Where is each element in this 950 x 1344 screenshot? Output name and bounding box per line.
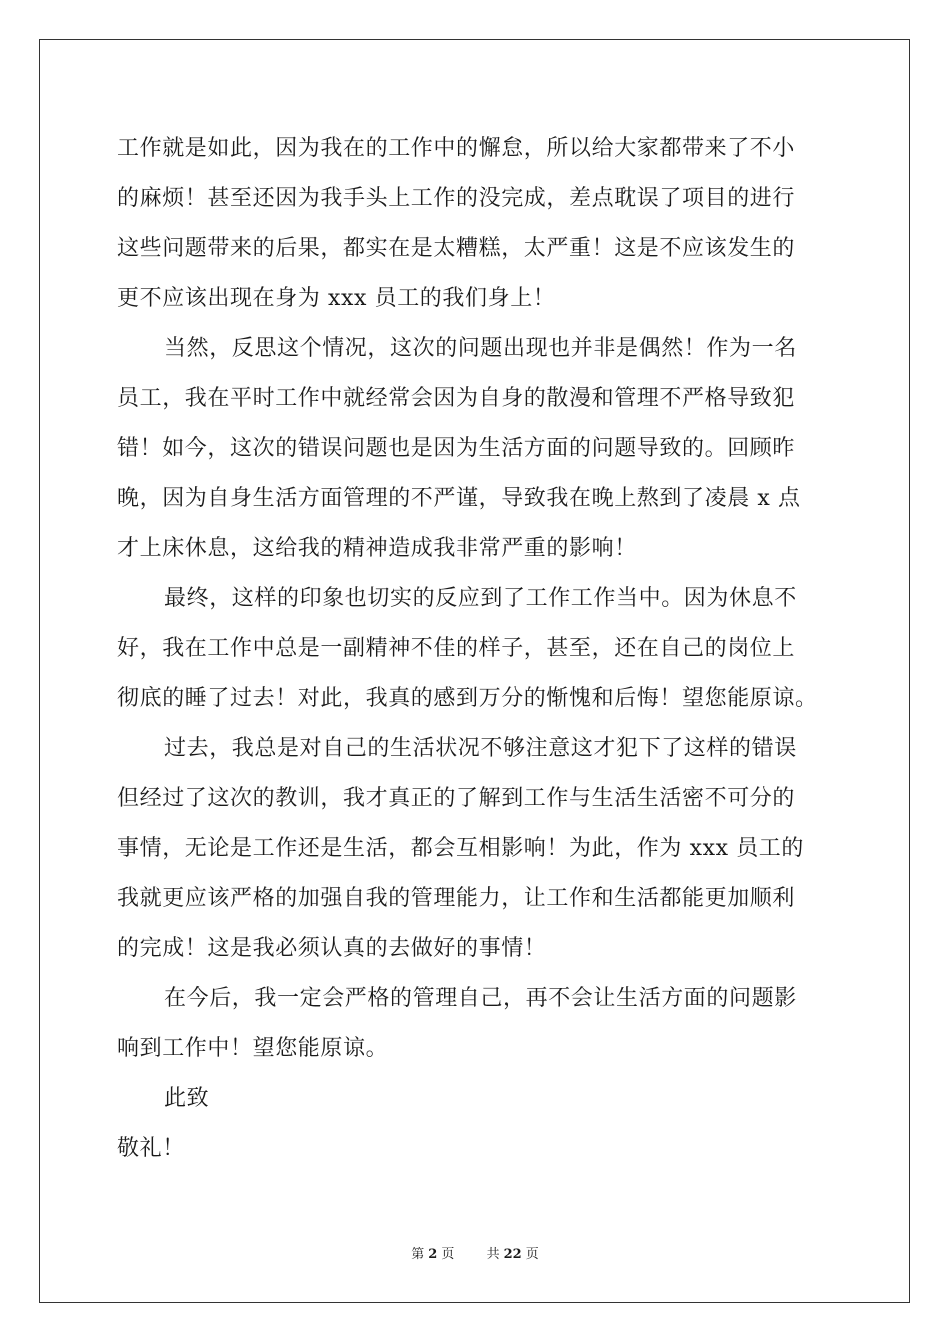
text-line: 当然，反思这个情况，这次的问题出现也并非是偶然！作为一名	[164, 336, 797, 361]
text-line: 但经过了这次的教训，我才真正的了解到工作与生活生活密不可分的	[117, 786, 796, 811]
text-line: 的完成！这是我必须认真的去做好的事情！	[117, 936, 547, 961]
text-line: 好，我在工作中总是一副精神不佳的样子，甚至，还在自己的岗位上	[117, 636, 796, 661]
text-line: 在今后，我一定会严格的管理自己，再不会让生活方面的问题影	[164, 986, 797, 1011]
text-line: 过去，我总是对自己的生活状况不够注意这才犯下了这样的错误	[164, 736, 797, 761]
text-line: 的麻烦！甚至还因为我手头上工作的没完成，差点耽误了项目的进行	[117, 186, 796, 211]
text-line: 响到工作中！望您能原谅。	[117, 1036, 389, 1061]
text-line: 错！如今，这次的错误问题也是因为生活方面的问题导致的。回顾昨	[117, 436, 796, 461]
text-line: 这些问题带来的后果，都实在是太糟糕，太严重！这是不应该发生的	[117, 236, 796, 261]
text-line: 更不应该出现在身为 xxx 员工的我们身上！	[117, 286, 556, 311]
page-footer	[0, 1247, 950, 1263]
total-pages-indicator: 共 22 页	[486, 1247, 539, 1262]
text-line: 我就更应该严格的加强自我的管理能力，让工作和生活都能更加顺利	[117, 886, 796, 911]
page-indicator: 第 2 页	[411, 1247, 455, 1262]
text-line: 晚，因为自身生活方面管理的不严谨，导致我在晚上熬到了凌晨 x 点	[117, 486, 801, 511]
text-line: 事情，无论是工作还是生活，都会互相影响！为此，作为 xxx 员工的	[117, 836, 805, 861]
text-line: 才上床休息，这给我的精神造成我非常严重的影响！	[117, 536, 637, 561]
text-line: 员工，我在平时工作中就经常会因为自身的散漫和管理不严格导致犯	[117, 386, 796, 411]
closing-salutation: 此致	[164, 1086, 210, 1111]
text-line: 彻底的睡了过去！对此，我真的感到万分的惭愧和后悔！望您能原谅。	[117, 686, 818, 711]
text-line: 工作就是如此，因为我在的工作中的懈怠，所以给大家都带来了不小	[117, 136, 796, 161]
closing-regards: 敬礼！	[117, 1136, 185, 1161]
text-line: 最终，这样的印象也切实的反应到了工作工作当中。因为休息不	[164, 586, 797, 611]
total-pages: 22	[503, 1247, 522, 1262]
page-number: 2	[428, 1247, 438, 1262]
